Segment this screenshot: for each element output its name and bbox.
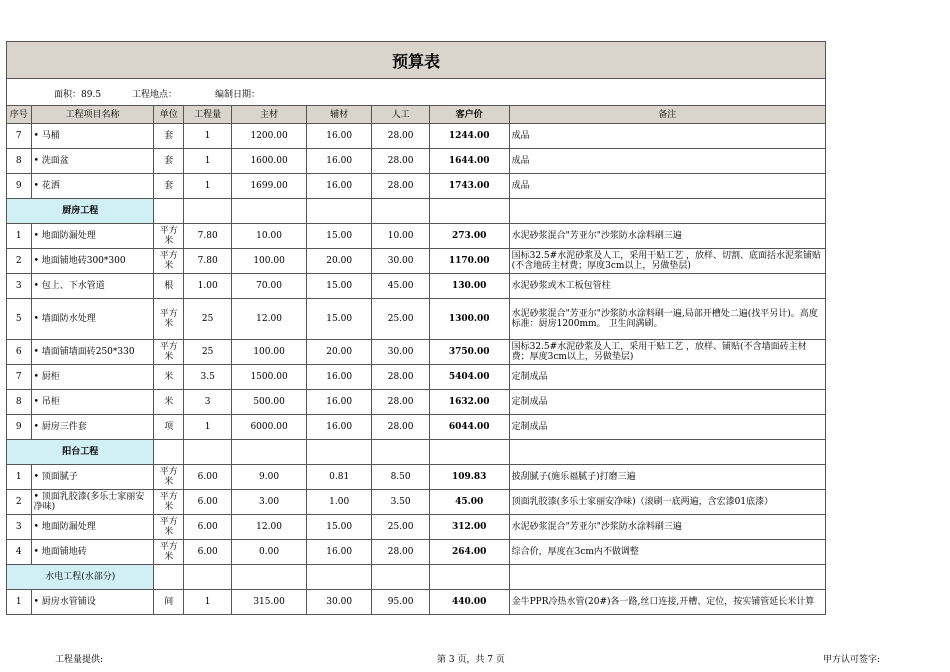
item-unit: 平方米 [154, 224, 184, 249]
budget-sheet [6, 41, 826, 615]
item-quantity: 7.80 [184, 249, 232, 274]
row-number: 9 [7, 174, 32, 199]
table-row [7, 465, 826, 490]
item-quantity: 25 [184, 299, 232, 340]
item-unit: 平方米 [154, 299, 184, 340]
item-client-price: 130.00 [429, 274, 509, 299]
row-number: 2 [7, 490, 32, 515]
empty-cell [509, 199, 825, 224]
item-main-material: 500.00 [232, 390, 307, 415]
item-client-price: 109.83 [429, 465, 509, 490]
item-name: • 地面防漏处理 [31, 224, 154, 249]
item-note: 定制成品 [509, 390, 825, 415]
item-quantity: 1 [184, 124, 232, 149]
item-aux-material: 30.00 [306, 590, 372, 615]
empty-cell [154, 440, 184, 465]
item-unit: 米 [154, 390, 184, 415]
item-client-price: 1632.00 [429, 390, 509, 415]
col-header-unit: 单位 [154, 106, 184, 124]
item-quantity: 1 [184, 590, 232, 615]
item-unit: 套 [154, 149, 184, 174]
col-header-no: 序号 [7, 106, 32, 124]
item-aux-material: 15.00 [306, 274, 372, 299]
item-quantity: 3.5 [184, 365, 232, 390]
empty-cell [509, 440, 825, 465]
item-aux-material: 16.00 [306, 540, 372, 565]
empty-cell [429, 440, 509, 465]
item-unit: 平方米 [154, 490, 184, 515]
item-note: 顶面乳胶漆(多乐士家丽安净味)（滚刷一底两遍，含宏漆01底漆） [509, 490, 825, 515]
item-name: • 墙面铺墙面砖250*330 [31, 340, 154, 365]
item-aux-material: 16.00 [306, 415, 372, 440]
item-name: • 顶面腻子 [31, 465, 154, 490]
table-row [7, 124, 826, 149]
item-main-material: 10.00 [232, 224, 307, 249]
item-client-price: 3750.00 [429, 340, 509, 365]
section-title: 水电工程(水部分) [7, 565, 154, 590]
item-note: 国标32.5#水泥砂浆及人工，采用干贴工艺 ，放样、切割、底面括水泥浆铺贴(不含地砖主材费；厚度3cm以上，另做垫层) [509, 249, 825, 274]
item-name: • 马桶 [31, 124, 154, 149]
item-name: • 花洒 [31, 174, 154, 199]
item-note: 国标32.5#水泥砂浆及人工，采用干贴工艺 ，放样、铺贴(不含墙面砖主材费；厚度3cm以上，另做垫层) [509, 340, 825, 365]
item-main-material: 12.00 [232, 299, 307, 340]
table-row [7, 540, 826, 565]
table-row [7, 299, 826, 340]
item-name: • 厨房三件套 [31, 415, 154, 440]
row-number: 7 [7, 365, 32, 390]
item-client-price: 273.00 [429, 224, 509, 249]
col-header-main: 主材 [232, 106, 307, 124]
item-note: 水泥砂浆混合"芳亚尔"沙浆防水涂料刷一遍,局部开槽处二遍(找平另计)。高度标准：厨房1200mm。 卫生间满刷。 [509, 299, 825, 340]
item-name: • 地面防漏处理 [31, 515, 154, 540]
item-main-material: 1200.00 [232, 124, 307, 149]
item-main-material: 70.00 [232, 274, 307, 299]
item-client-price: 1170.00 [429, 249, 509, 274]
table-row [7, 149, 826, 174]
item-labor: 8.50 [372, 465, 429, 490]
item-main-material: 100.00 [232, 249, 307, 274]
table-row [7, 274, 826, 299]
item-labor: 28.00 [372, 174, 429, 199]
item-client-price: 312.00 [429, 515, 509, 540]
col-header-price: 客户价 [429, 106, 509, 124]
item-unit: 项 [154, 415, 184, 440]
item-aux-material: 20.00 [306, 249, 372, 274]
item-client-price: 1244.00 [429, 124, 509, 149]
item-unit: 间 [154, 590, 184, 615]
item-labor: 28.00 [372, 415, 429, 440]
item-main-material: 315.00 [232, 590, 307, 615]
table-row [7, 249, 826, 274]
item-quantity: 6.00 [184, 465, 232, 490]
row-number: 8 [7, 390, 32, 415]
item-labor: 28.00 [372, 149, 429, 174]
item-labor: 30.00 [372, 249, 429, 274]
col-header-note: 备注 [509, 106, 825, 124]
item-main-material: 1500.00 [232, 365, 307, 390]
item-client-price: 6044.00 [429, 415, 509, 440]
item-name: • 地面铺地砖300*300 [31, 249, 154, 274]
info-row [6, 79, 826, 105]
item-unit: 米 [154, 365, 184, 390]
empty-cell [232, 199, 307, 224]
item-name: • 地面铺地砖 [31, 540, 154, 565]
table-row [7, 390, 826, 415]
empty-cell [184, 440, 232, 465]
row-number: 1 [7, 590, 32, 615]
col-header-aux: 辅材 [306, 106, 372, 124]
empty-cell [232, 565, 307, 590]
item-quantity: 6.00 [184, 515, 232, 540]
row-number: 2 [7, 249, 32, 274]
item-quantity: 6.00 [184, 490, 232, 515]
item-main-material: 0.00 [232, 540, 307, 565]
item-quantity: 1 [184, 149, 232, 174]
item-unit: 根 [154, 274, 184, 299]
col-header-qty: 工程量 [184, 106, 232, 124]
item-main-material: 3.00 [232, 490, 307, 515]
empty-cell [154, 199, 184, 224]
item-name: • 厨房水管铺设 [31, 590, 154, 615]
col-header-name: 工程项目名称 [31, 106, 154, 124]
item-name: • 包上、下水管道 [31, 274, 154, 299]
empty-cell [184, 199, 232, 224]
row-number: 3 [7, 515, 32, 540]
item-aux-material: 16.00 [306, 174, 372, 199]
section-row [7, 565, 826, 590]
table-row [7, 340, 826, 365]
header-row [7, 106, 826, 124]
row-number: 5 [7, 299, 32, 340]
item-unit: 套 [154, 174, 184, 199]
row-number: 9 [7, 415, 32, 440]
empty-cell [306, 440, 372, 465]
item-main-material: 1699.00 [232, 174, 307, 199]
item-aux-material: 1.00 [306, 490, 372, 515]
item-aux-material: 15.00 [306, 224, 372, 249]
item-quantity: 3 [184, 390, 232, 415]
budget-table [6, 105, 826, 615]
empty-cell [372, 565, 429, 590]
item-unit: 套 [154, 124, 184, 149]
empty-cell [306, 565, 372, 590]
area-label: 面积：89.5 [54, 90, 102, 100]
item-unit: 平方米 [154, 249, 184, 274]
table-row [7, 174, 826, 199]
item-note: 金牛PPR冷热水管(20#)各一路,丝口连接,开槽、定位，按实铺管延长米计算 [509, 590, 825, 615]
col-header-labor: 人工 [372, 106, 429, 124]
item-client-price: 1743.00 [429, 174, 509, 199]
item-labor: 28.00 [372, 124, 429, 149]
item-labor: 45.00 [372, 274, 429, 299]
empty-cell [429, 199, 509, 224]
item-labor: 28.00 [372, 390, 429, 415]
footer-client-signature: 甲方认可签字: [823, 655, 881, 665]
item-name: • 顶面乳胶漆(多乐士家丽安净味) [31, 490, 154, 515]
item-labor: 25.00 [372, 515, 429, 540]
empty-cell [184, 565, 232, 590]
item-name: • 墙面防水处理 [31, 299, 154, 340]
row-number: 6 [7, 340, 32, 365]
item-aux-material: 0.81 [306, 465, 372, 490]
item-quantity: 1 [184, 174, 232, 199]
item-note: 水泥砂浆混合"芳亚尔"沙浆防水涂料刷三遍 [509, 224, 825, 249]
item-main-material: 6000.00 [232, 415, 307, 440]
footer-page-number: 第 3 页，共 7 页 [437, 655, 505, 665]
empty-cell [306, 199, 372, 224]
item-labor: 10.00 [372, 224, 429, 249]
section-row [7, 440, 826, 465]
empty-cell [509, 565, 825, 590]
item-name: • 洗面盆 [31, 149, 154, 174]
item-client-price: 440.00 [429, 590, 509, 615]
item-client-price: 5404.00 [429, 365, 509, 390]
table-row [7, 590, 826, 615]
item-unit: 平方米 [154, 540, 184, 565]
item-labor: 25.00 [372, 299, 429, 340]
item-quantity: 25 [184, 340, 232, 365]
section-row [7, 199, 826, 224]
item-client-price: 264.00 [429, 540, 509, 565]
row-number: 7 [7, 124, 32, 149]
item-note: 成品 [509, 149, 825, 174]
empty-cell [232, 440, 307, 465]
section-title: 阳台工程 [7, 440, 154, 465]
empty-cell [372, 199, 429, 224]
item-labor: 3.50 [372, 490, 429, 515]
item-unit: 平方米 [154, 515, 184, 540]
item-note: 水泥砂浆混合"芳亚尔"沙浆防水涂料刷三遍 [509, 515, 825, 540]
item-main-material: 12.00 [232, 515, 307, 540]
item-client-price: 45.00 [429, 490, 509, 515]
item-unit: 平方米 [154, 465, 184, 490]
row-number: 8 [7, 149, 32, 174]
item-name: • 厨柜 [31, 365, 154, 390]
item-quantity: 6.00 [184, 540, 232, 565]
table-body [7, 124, 826, 615]
table-row [7, 415, 826, 440]
footer-quantity-provider: 工程量提供: [55, 655, 104, 665]
item-labor: 95.00 [372, 590, 429, 615]
row-number: 3 [7, 274, 32, 299]
item-name: • 吊柜 [31, 390, 154, 415]
item-note: 综合价，厚度在3cm内不做调整 [509, 540, 825, 565]
empty-cell [429, 565, 509, 590]
item-client-price: 1644.00 [429, 149, 509, 174]
item-main-material: 1600.00 [232, 149, 307, 174]
sheet-title: 预算表 [6, 41, 826, 79]
row-number: 1 [7, 465, 32, 490]
item-aux-material: 16.00 [306, 124, 372, 149]
item-note: 披刮腻子(施乐福腻子)打磨三遍 [509, 465, 825, 490]
item-aux-material: 20.00 [306, 340, 372, 365]
table-row [7, 490, 826, 515]
section-title: 厨房工程 [7, 199, 154, 224]
item-aux-material: 16.00 [306, 149, 372, 174]
item-aux-material: 16.00 [306, 365, 372, 390]
item-labor: 30.00 [372, 340, 429, 365]
item-quantity: 7.80 [184, 224, 232, 249]
item-note: 成品 [509, 174, 825, 199]
item-aux-material: 16.00 [306, 390, 372, 415]
item-labor: 28.00 [372, 540, 429, 565]
item-note: 水泥砂浆或木工板包管柱 [509, 274, 825, 299]
item-labor: 28.00 [372, 365, 429, 390]
item-main-material: 100.00 [232, 340, 307, 365]
date-label: 编制日期： [215, 90, 261, 100]
location-label: 工程地点： [132, 90, 178, 100]
item-quantity: 1 [184, 415, 232, 440]
item-quantity: 1.00 [184, 274, 232, 299]
row-number: 4 [7, 540, 32, 565]
row-number: 1 [7, 224, 32, 249]
item-main-material: 9.00 [232, 465, 307, 490]
item-note: 成品 [509, 124, 825, 149]
item-client-price: 1300.00 [429, 299, 509, 340]
table-row [7, 224, 826, 249]
item-unit: 平方米 [154, 340, 184, 365]
item-aux-material: 15.00 [306, 299, 372, 340]
empty-cell [372, 440, 429, 465]
item-note: 定制成品 [509, 415, 825, 440]
table-row [7, 365, 826, 390]
item-aux-material: 15.00 [306, 515, 372, 540]
item-note: 定制成品 [509, 365, 825, 390]
table-row [7, 515, 826, 540]
empty-cell [154, 565, 184, 590]
